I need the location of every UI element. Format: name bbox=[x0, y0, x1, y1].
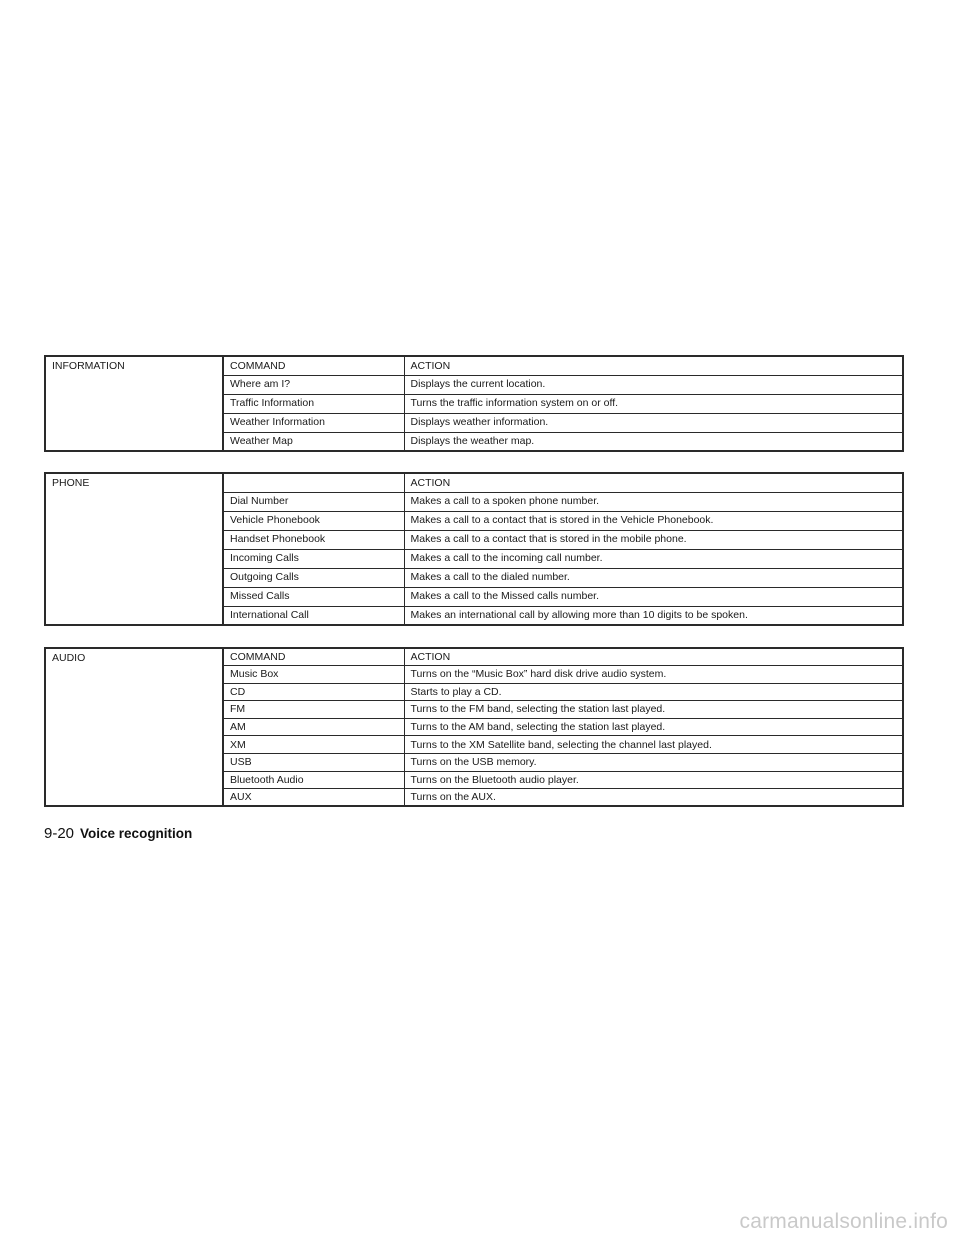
command-cell: XM bbox=[223, 736, 404, 754]
action-cell: Displays the weather map. bbox=[404, 432, 903, 451]
command-column-header: COMMAND bbox=[223, 356, 404, 375]
command-cell: AUX bbox=[223, 789, 404, 807]
command-cell: Dial Number bbox=[223, 492, 404, 511]
command-cell: Outgoing Calls bbox=[223, 568, 404, 587]
command-cell: Traffic Information bbox=[223, 394, 404, 413]
action-cell: Makes a call to a contact that is stored in the mobile phone. bbox=[404, 530, 903, 549]
page-number: 9-20 bbox=[44, 825, 75, 842]
command-cell: Handset Phonebook bbox=[223, 530, 404, 549]
category-label: PHONE bbox=[45, 473, 223, 625]
action-cell: Starts to play a CD. bbox=[404, 683, 903, 701]
action-cell: Displays weather information. bbox=[404, 413, 903, 432]
command-cell: USB bbox=[223, 754, 404, 772]
action-cell: Turns on the “Music Box” hard disk drive audio system. bbox=[404, 666, 903, 684]
command-cell: FM bbox=[223, 701, 404, 719]
command-cell: Weather Information bbox=[223, 413, 404, 432]
action-cell: Turns to the XM Satellite band, selecting the channel last played. bbox=[404, 736, 903, 754]
action-cell: Turns on the Bluetooth audio player. bbox=[404, 771, 903, 789]
audio-command-table bbox=[44, 647, 904, 807]
category-label: INFORMATION bbox=[45, 356, 223, 451]
action-cell: Makes a call to the Missed calls number. bbox=[404, 587, 903, 606]
command-cell: Weather Map bbox=[223, 432, 404, 451]
command-cell: Missed Calls bbox=[223, 587, 404, 606]
table-header-row bbox=[45, 473, 903, 492]
action-cell: Makes a call to the dialed number. bbox=[404, 568, 903, 587]
table-header-row bbox=[45, 648, 903, 666]
action-cell: Makes an international call by allowing more than 10 digits to be spoken. bbox=[404, 606, 903, 625]
action-column-header: ACTION bbox=[404, 356, 903, 375]
section-title: Voice recognition bbox=[80, 826, 193, 841]
command-cell: Vehicle Phonebook bbox=[223, 511, 404, 530]
action-cell: Displays the current location. bbox=[404, 375, 903, 394]
action-cell: Turns to the FM band, selecting the station last played. bbox=[404, 701, 903, 719]
action-column-header: ACTION bbox=[404, 473, 903, 492]
action-cell: Makes a call to a spoken phone number. bbox=[404, 492, 903, 511]
phone-command-table bbox=[44, 472, 904, 626]
action-cell: Turns on the AUX. bbox=[404, 789, 903, 807]
action-cell: Makes a call to the incoming call number. bbox=[404, 549, 903, 568]
action-cell: Turns to the AM band, selecting the station last played. bbox=[404, 718, 903, 736]
action-column-header: ACTION bbox=[404, 648, 903, 666]
table-header-row bbox=[45, 356, 903, 375]
command-column-header: COMMAND bbox=[223, 648, 404, 666]
command-column-header bbox=[223, 473, 404, 492]
command-cell: International Call bbox=[223, 606, 404, 625]
command-cell: Where am I? bbox=[223, 375, 404, 394]
command-cell: CD bbox=[223, 683, 404, 701]
command-cell: Bluetooth Audio bbox=[223, 771, 404, 789]
command-cell: Incoming Calls bbox=[223, 549, 404, 568]
information-command-table bbox=[44, 355, 904, 452]
command-cell: Music Box bbox=[223, 666, 404, 684]
page-footer bbox=[44, 825, 192, 842]
category-label: AUDIO bbox=[45, 648, 223, 806]
action-cell: Turns the traffic information system on or off. bbox=[404, 394, 903, 413]
action-cell: Makes a call to a contact that is stored in the Vehicle Phonebook. bbox=[404, 511, 903, 530]
command-cell: AM bbox=[223, 718, 404, 736]
watermark: carmanualsonline.info bbox=[739, 1210, 948, 1233]
action-cell: Turns on the USB memory. bbox=[404, 754, 903, 772]
